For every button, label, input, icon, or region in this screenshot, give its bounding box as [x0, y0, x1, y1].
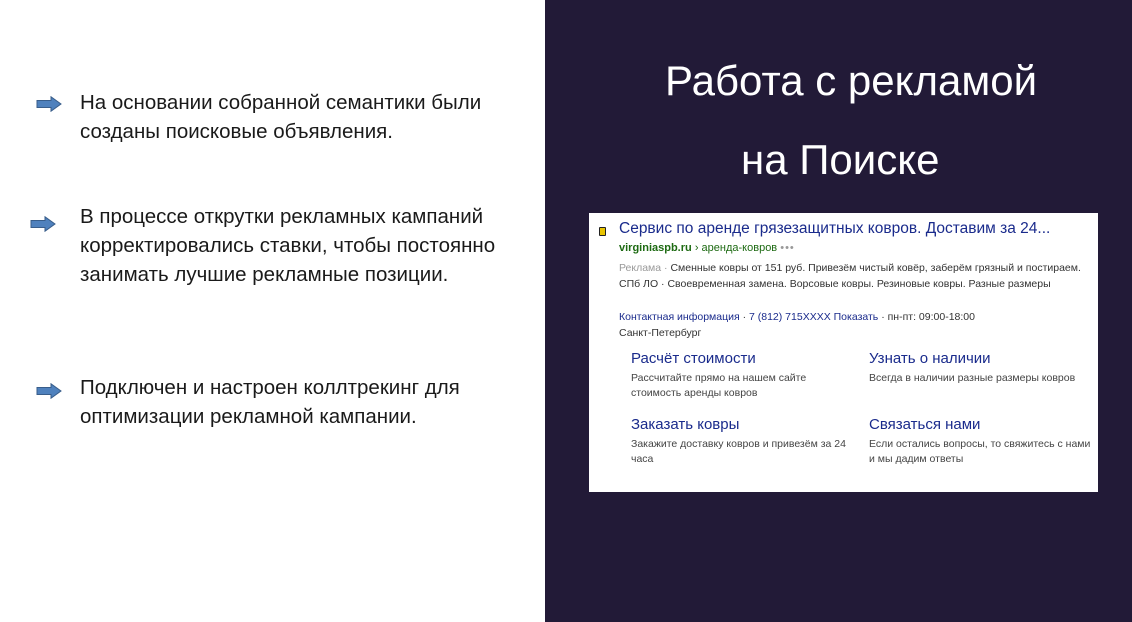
phone-show-link[interactable]: 7 (812) 715XXXX Показать	[749, 311, 879, 323]
sitelink[interactable]	[631, 349, 856, 401]
sitelink-desc: Рассчитайте прямо на нашем сайте стоимость аренды ковров	[631, 372, 807, 399]
slide-title-line-2: на Поиске	[741, 136, 940, 183]
arrow-right-icon	[36, 96, 62, 112]
ad-description-text: Сменные ковры от 151 руб. Привезём чистый ковёр, заберём грязный и постираем. СПб ЛО · Своевременная замена. Ворсовые ковры. Резиновые ковры. Разные размеры	[619, 262, 1081, 290]
ad-path-link[interactable]: аренда-ковров	[701, 242, 778, 254]
contact-separator: ·	[881, 311, 888, 323]
search-ad-screenshot	[589, 213, 1098, 492]
contact-separator: ·	[742, 311, 749, 323]
arrow-right-icon	[36, 383, 62, 399]
more-options-icon[interactable]: •••	[780, 242, 795, 254]
sitelink-desc: Всегда в наличии разные размеры ковров	[869, 372, 1076, 384]
left-panel	[0, 0, 545, 622]
sitelink-desc: Закажите доставку ковров и привезём за 24 часа	[631, 438, 846, 465]
sitelink-title[interactable]: Узнать о наличии	[869, 350, 991, 367]
ad-description	[619, 260, 1089, 292]
sitelink[interactable]	[869, 349, 1094, 386]
slide-title-line-1: Работа с рекламой	[665, 57, 1038, 104]
city-text: Санкт-Петербург	[619, 327, 702, 339]
ad-favicon-icon	[599, 227, 606, 236]
arrow-right-icon	[30, 216, 56, 232]
bullet-text: В процессе открутки рекламных кампаний корректировались ставки, чтобы постоянно занимать лучшие рекламные позиции.	[80, 205, 496, 286]
ad-label: Реклама ·	[619, 262, 668, 274]
bullet-text: На основании собранной семантики были созданы поисковые объявления.	[80, 91, 482, 143]
ad-url-row	[619, 241, 795, 255]
ad-domain-link[interactable]: virginiaspb.ru	[619, 242, 692, 254]
sitelink-title[interactable]: Расчёт стоимости	[631, 350, 756, 367]
sitelink-desc: Если остались вопросы, то свяжитесь с нами и мы дадим ответы	[869, 438, 1091, 465]
contact-info-link[interactable]: Контактная информация	[619, 311, 740, 323]
ad-title-link[interactable]: Сервис по аренде грязезащитных ковров. Доставим за 24...	[619, 220, 1051, 237]
bullet-text: Подключен и настроен коллтрекинг для оптимизации рекламной кампании.	[80, 376, 460, 428]
sitelink-title[interactable]: Заказать ковры	[631, 416, 740, 433]
working-hours: пн-пт: 09:00-18:00	[887, 311, 975, 323]
breadcrumb-separator: ›	[694, 242, 699, 254]
sitelink[interactable]	[631, 415, 856, 467]
ad-contact-row	[619, 309, 1089, 341]
sitelink[interactable]	[869, 415, 1094, 467]
sitelink-title[interactable]: Связаться нами	[869, 416, 981, 433]
